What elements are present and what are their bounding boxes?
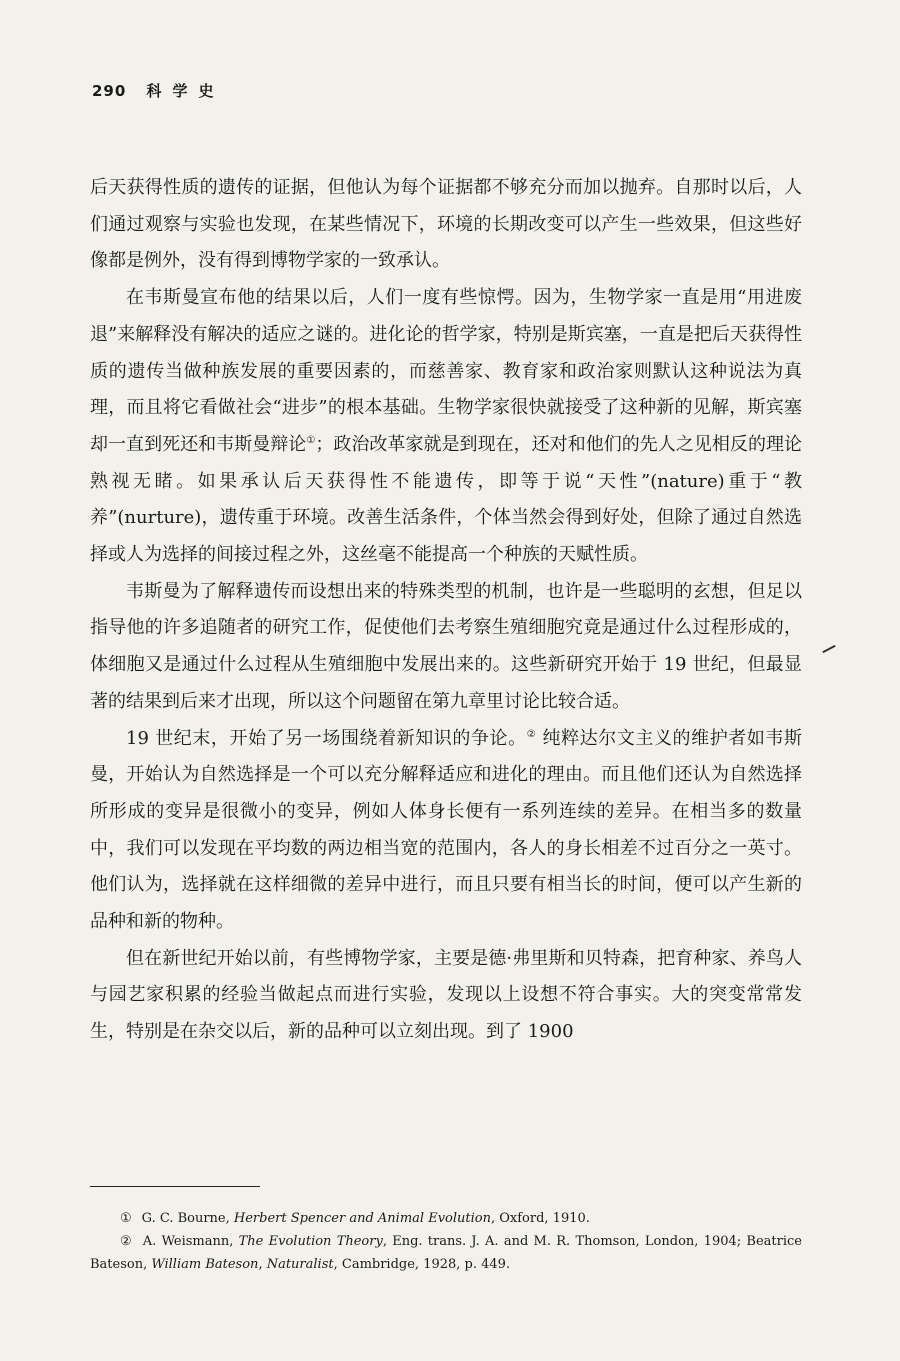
footnote-rule bbox=[90, 1186, 260, 1187]
page-number: 290 bbox=[92, 82, 127, 100]
footnote-1: ① G. C. Bourne, Herbert Spencer and Animal Evolution, Oxford, 1910. bbox=[120, 1211, 590, 1226]
paragraph-continued: 后天获得性质的遗传的证据，但他认为每个证据都不够充分而加以抛弃。自那时以后，人们通过观察与实验也发现，在某些情况下，环境的长期改变可以产生一些效果，但这些好像都是例外，没有得到博物学家的一致承认。 bbox=[90, 177, 802, 272]
footnote-ref[interactable]: ② bbox=[526, 728, 537, 740]
paragraph-weismann-results: 在韦斯曼宣布他的结果以后，人们一度有些惊愕。因为，生物学家一直是用“用进废退”来解释没有解决的适应之谜的。进化论的哲学家，特别是斯宾塞，一直是把后天获得性质的遗传当做种族发展的重要因素的，而慈善家、教育家和政治家则默认这种说法为真理，而且将它看做社会“进步”的根本基础。生物学家很快就接受了这种新的见解，斯宾塞却一直到死还和韦斯曼辩论①；政治改革家就是到现在，还对和他们的先人之见相反的理论熟视无睹。如果承认后天获得性不能遗传，即等于说“天性”(nature)重于“教养”(nurture)，遗传重于环境。改善生活条件，个体当然会得到好处，但除了通过自然选择或人为选择的间接过程之外，这丝毫不能提高一个种族的天赋性质。 bbox=[90, 287, 803, 566]
paragraph-mechanism: 韦斯曼为了解释遗传而设想出来的特殊类型的机制，也许是一些聪明的玄想，但足以指导他的许多追随者的研究工作，促使他们去考察生殖细胞究竟是通过什么过程形成的，体细胞又是通过什么过程从生殖细胞中发展出来的。这些新研究开始于 19 世纪，但最显著的结果到后来才出现，所以这个问题留在第九章里讨论比较合适。 bbox=[90, 580, 802, 712]
footnote-ref[interactable]: ① bbox=[306, 434, 316, 446]
book-title: 科学史 bbox=[146, 82, 225, 100]
body-text bbox=[90, 170, 802, 1051]
paragraph-controversy: 19 世纪末，开始了另一场围绕着新知识的争论。② 纯粹达尔文主义的维护者如韦斯曼，开始认为自然选择是一个可以充分解释适应和进化的理由。而且他们还认为自然选择所形成的变异是很微小的变异，例如人体身长便有一系列连续的差异。在相当多的数量中，我们可以发现在平均数的两边相当宽的范围内，各人的身长相差不过百分之一英寸。他们认为，选择就在这样细微的差异中进行，而且只要有相当长的时间，便可以产生新的品种和新的物种。 bbox=[90, 727, 802, 933]
footnote-2: ② A. Weismann, The Evolution Theory, Eng. trans. J. A. and M. R. Thomson, London, 1904; Beatrice Bateson, William Bateson, Naturalist, Cambridge, 1928, p. 449. bbox=[90, 1234, 802, 1272]
paragraph-mutations: 但在新世纪开始以前，有些博物学家，主要是德·弗里斯和贝特森，把育种家、养鸟人与园艺家积累的经验当做起点而进行实验，发现以上设想不符合事实。大的突变常常发生，特别是在杂交以后，新的品种可以立刻出现。到了 1900 bbox=[90, 947, 802, 1043]
running-header bbox=[92, 80, 225, 101]
margin-pen-mark bbox=[822, 645, 835, 653]
footnotes bbox=[90, 1207, 802, 1276]
